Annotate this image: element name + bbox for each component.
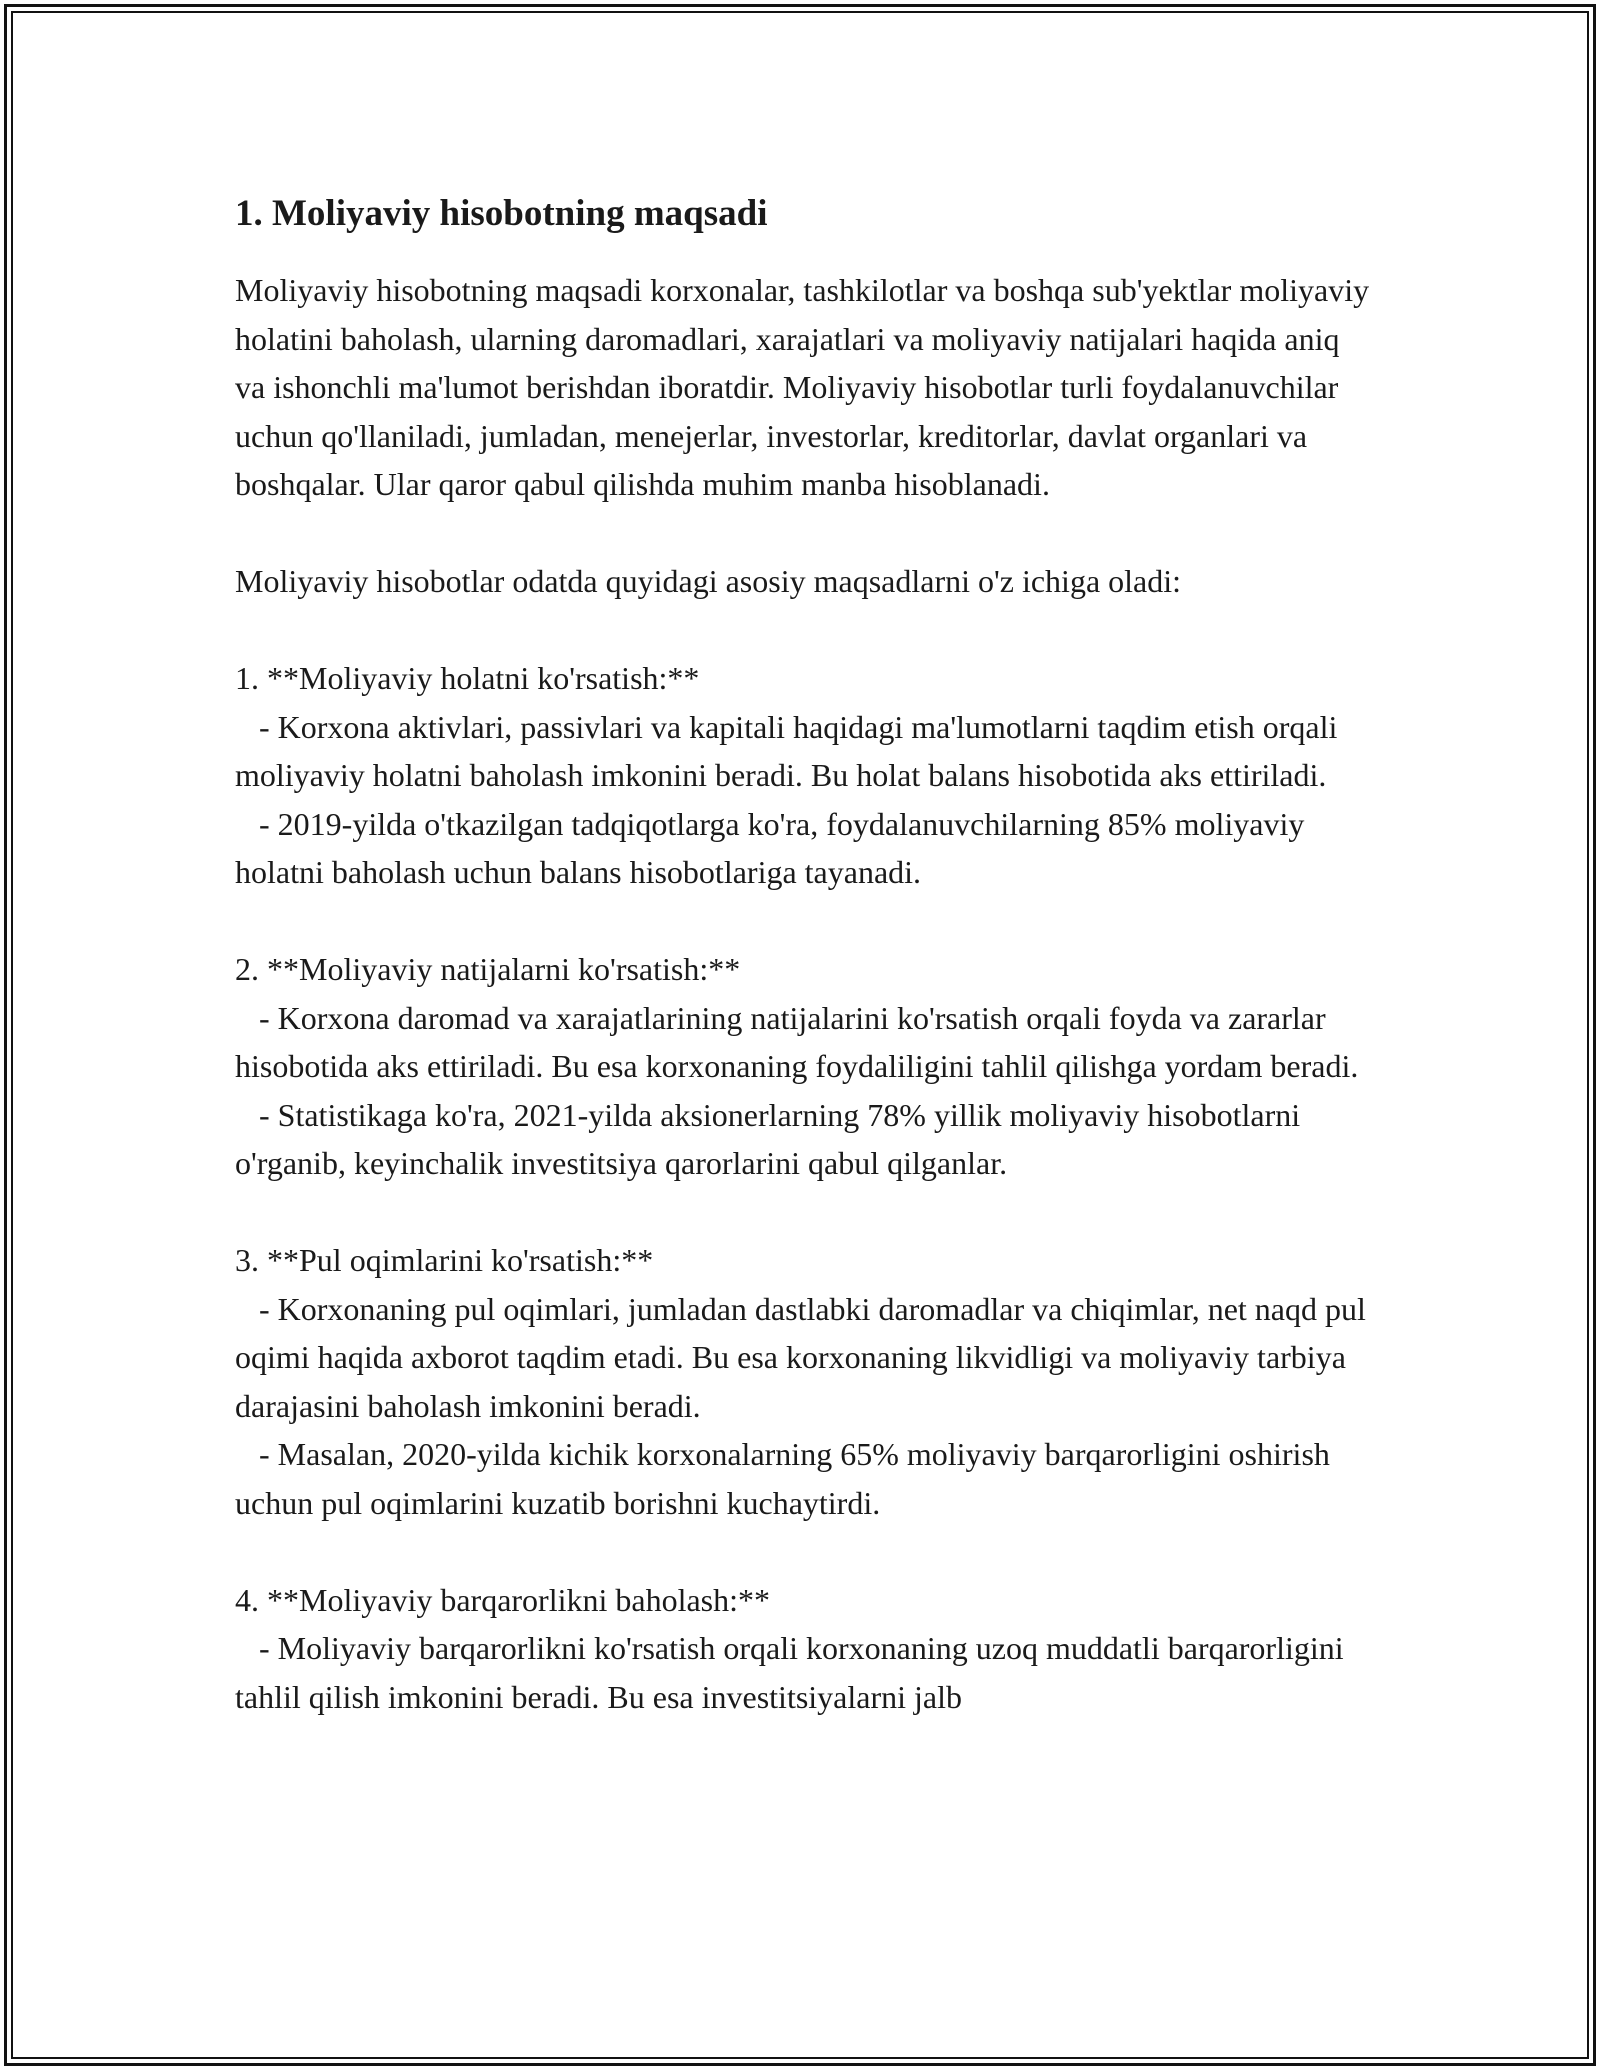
section-bullet: - 2019-yilda o'tkazilgan tadqiqotlarga ko'ra, foydalanuvchilarning 85% moliyaviy holatni baholash uchun balans hisobotlariga tayanadi. — [235, 805, 1305, 890]
spacer — [235, 509, 1375, 558]
section-bullet: - Korxonaning pul oqimlari, jumladan dastlabki daromadlar va chiqimlar, net naqd pul oqimi haqida axborot taqdim etadi. Bu esa korxonaning likvidligi va moliyaviy tarbiya darajasini baholash imkonini beradi. — [235, 1290, 1366, 1424]
section-bullet: - Korxona aktivlari, passivlari va kapitali haqidagi ma'lumotlarni taqdim etish orqali moliyaviy holatni baholash imkonini beradi. Bu holat balans hisobotida aks ettiriladi. — [235, 708, 1338, 793]
section-heading: 4. **Moliyaviy barqarorlikni baholash:** — [235, 1581, 771, 1618]
section-heading: 1. **Moliyaviy holatni ko'rsatish:** — [235, 660, 700, 696]
intro-paragraph: Moliyaviy hisobotning maqsadi korxonalar, tashkilotlar va boshqa sub'yektlar moliyaviy holatini baholash, ularning daromadlari, xarajatlari va moliyaviy natijalari haqida aniq va ishonchli ma'lumot berishdan iboratdir. Moliyaviy hisobotlar turli foydalanuvchilar uchun qo'llaniladi, jumladan, menejerlar, investorlar, kreditorlar, davlat organlari va boshqalar. Ular qaror qabul qilishda muhim manba hisoblanadi. — [235, 272, 1370, 502]
section-2 — [235, 945, 1375, 1188]
spacer — [235, 897, 1375, 946]
section-title: 1. Moliyaviy hisobotning maqsadi — [235, 193, 768, 234]
section-3 — [235, 1236, 1375, 1527]
spacer — [235, 606, 1375, 655]
section-bullet: - Statistikaga ko'ra, 2021-yilda aksionerlarning 78% yillik moliyaviy hisobotlarni o'rganib, keyinchalik investitsiya qarorlarini qabul qilganlar. — [235, 1096, 1301, 1181]
section-heading: 2. **Moliyaviy natijalarni ko'rsatish:** — [235, 951, 741, 987]
spacer — [235, 1527, 1375, 1576]
section-heading: 3. **Pul oqimlarini ko'rsatish:** — [235, 1242, 654, 1278]
section-bullet: - Korxona daromad va xarajatlarining natijalarini ko'rsatish orqali foyda va zararlar hisobotida aks ettiriladi. Bu esa korxonaning foydaliligini tahlil qilishga yordam beradi. — [235, 999, 1359, 1084]
spacer — [235, 1188, 1375, 1237]
section-bullet: - Moliyaviy barqarorlikni ko'rsatish orqali korxonaning uzoq muddatli barqarorligini tahlil qilish imkonini beradi. Bu esa investitsiyalarni jalb — [235, 1630, 1344, 1715]
section-bullet: - Masalan, 2020-yilda kichik korxonalarning 65% moliyaviy barqarorligini oshirish uchun pul oqimlarini kuzatib borishni kuchaytirdi. — [235, 1436, 1330, 1521]
document-body — [235, 186, 1375, 1721]
lead-paragraph: Moliyaviy hisobotlar odatda quyidagi asosiy maqsadlarni o'z ichiga oladi: — [235, 563, 1182, 599]
section-1 — [235, 654, 1375, 897]
section-4 — [235, 1576, 1375, 1722]
